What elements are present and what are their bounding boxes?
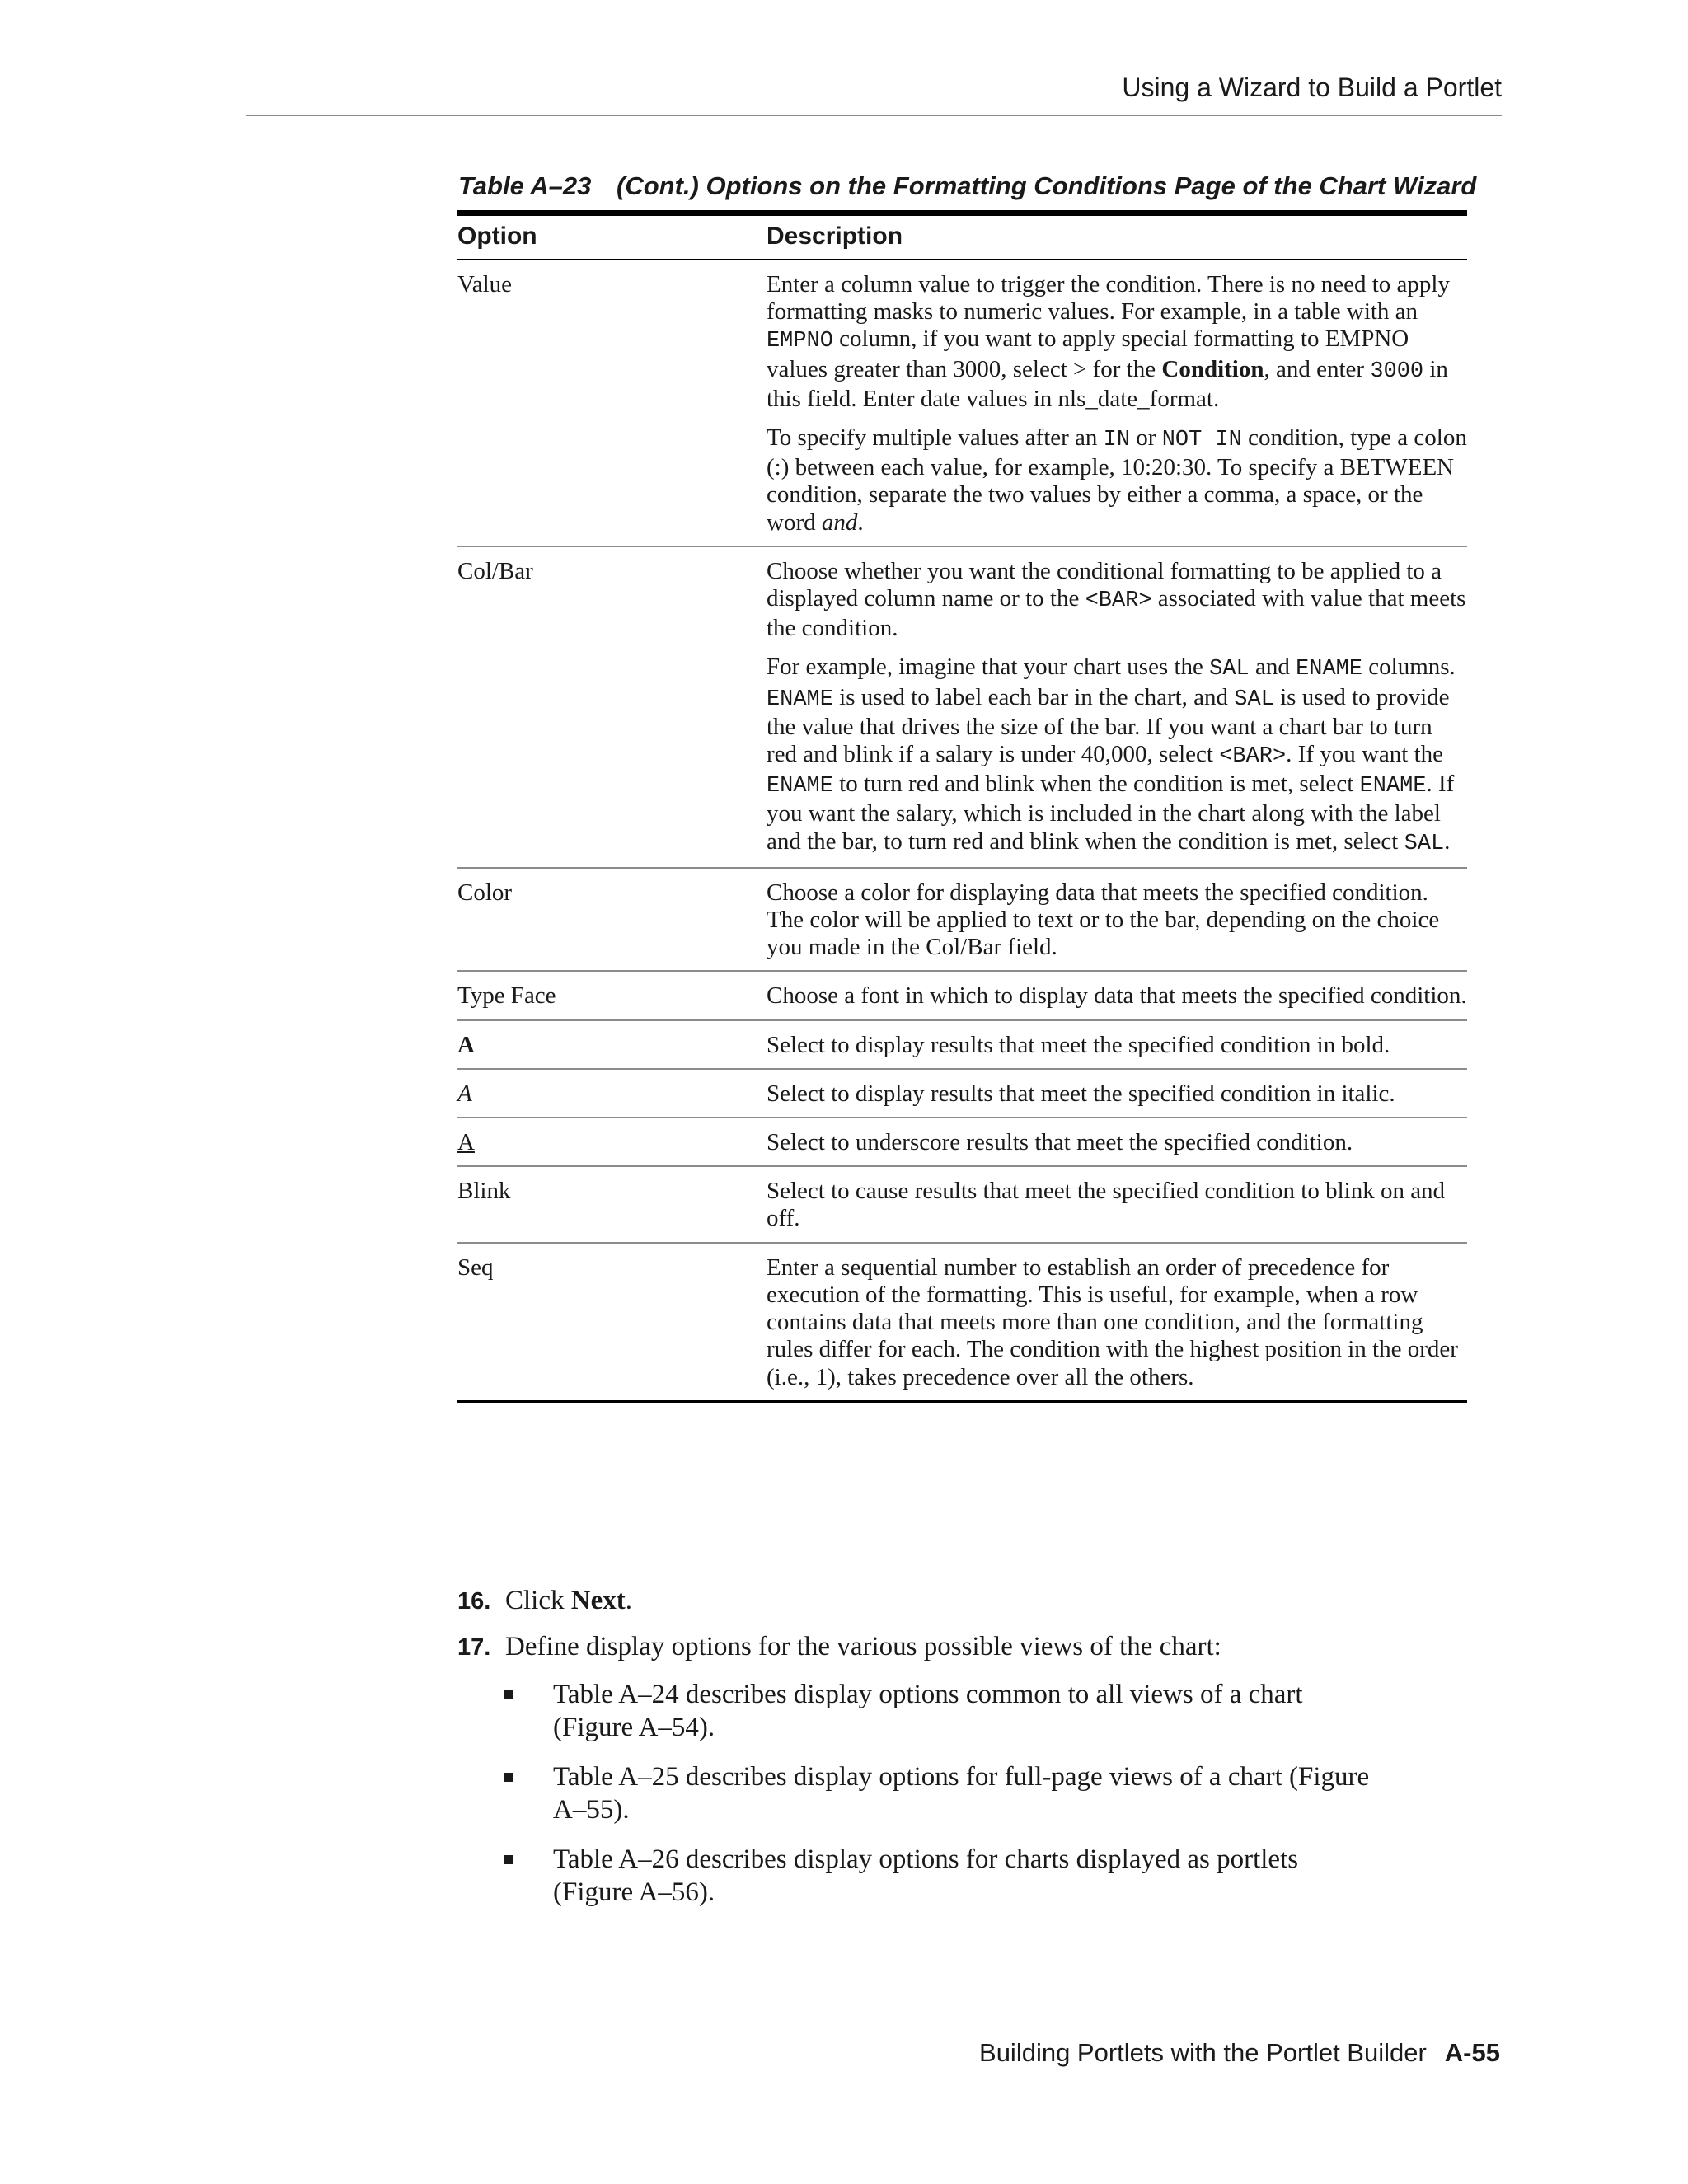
bullet-square-icon: [504, 1690, 513, 1699]
text-run: . If you want the: [1286, 741, 1444, 768]
column-header-description: Description: [767, 223, 903, 250]
table-header-row: [457, 213, 1467, 260]
bold-text: Condition: [1161, 355, 1264, 382]
code-text: ENAME: [1296, 657, 1363, 682]
text-run: associated with value that meets the condition.: [767, 585, 1466, 642]
step-item: [457, 1630, 1447, 1909]
table-row: [457, 1020, 1467, 1069]
text-run: columns.: [1362, 654, 1456, 681]
code-text: <BAR>: [1219, 744, 1287, 770]
table-row: [457, 260, 1467, 546]
description-cell: Select to display results that meet the specified condition in bold.: [767, 1031, 1390, 1058]
step-bold-text: Next: [570, 1586, 626, 1615]
bullet-item: [457, 1760, 1377, 1826]
table-row: [457, 1243, 1467, 1402]
step-text: .: [625, 1586, 632, 1615]
text-run: in this field. Enter date values in nls_date_format.: [767, 355, 1448, 412]
description-cell: Select to underscore results that meet the specified condition.: [767, 1129, 1353, 1156]
options-table: [457, 210, 1467, 1403]
code-text: SAL: [1209, 657, 1250, 682]
table-row: [457, 1118, 1467, 1166]
code-text: IN: [1103, 428, 1131, 453]
bullet-list: [457, 1678, 1447, 1909]
option-cell: Seq: [457, 1254, 494, 1281]
code-text: ENAME: [767, 687, 833, 712]
step-item: [457, 1584, 1447, 1617]
bullet-item: [457, 1678, 1377, 1744]
text-run: For example, imagine that your chart uses the: [767, 654, 1210, 681]
bullet-text: Table A–25 describes display options for full-page views of a chart (Figure A–55).: [553, 1762, 1370, 1825]
code-text: SAL: [1234, 687, 1274, 712]
bullet-square-icon: [504, 1855, 513, 1864]
text-run: Enter a column value to trigger the condition. There is no need to apply formatting masks to numeric values. For example, in a table with an: [767, 271, 1450, 326]
option-cell: Value: [457, 271, 513, 298]
code-text: ENAME: [767, 774, 833, 799]
option-cell-underline: A: [457, 1129, 475, 1156]
table-row: [457, 1166, 1467, 1242]
table-row: [457, 1069, 1467, 1118]
table-row: [457, 971, 1467, 1019]
table-row: [457, 546, 1467, 868]
bullet-text: Table A–26 describes display options for charts displayed as portlets (Figure A–56).: [553, 1844, 1299, 1907]
text-run: and: [1249, 654, 1296, 681]
text-run: to turn red and blink when the condition is met, select: [832, 771, 1360, 798]
step-number: 16.: [457, 1588, 491, 1615]
table-caption-number: Table A–23: [458, 171, 592, 200]
italic-text: and: [821, 509, 858, 536]
page-number: A-55: [1444, 2038, 1500, 2067]
option-cell-bold: A: [457, 1031, 475, 1058]
bullet-text: Table A–24 describes display options common to all views of a chart (Figure A–54).: [553, 1680, 1303, 1742]
option-cell: Color: [457, 879, 513, 906]
text-run: .: [1444, 827, 1451, 855]
text-run: Choose whether you want the conditional formatting to be applied to a displayed column name or to the: [767, 557, 1442, 612]
table-row: [457, 868, 1467, 972]
description-cell: Enter a sequential number to establish an order of precedence for execution of the formatting. This is useful, for example, when a row contains data that meets more than one condition, and the formatting rules differ for each. The condition with the highest position in the order (i.e., 1), takes precedence over all the others.: [767, 1254, 1458, 1390]
option-cell-italic: A: [457, 1080, 472, 1107]
step-text: Click: [505, 1586, 571, 1615]
table-caption-title: (Cont.) Options on the Formatting Conditions Page of the Chart Wizard: [617, 171, 1477, 200]
description-cell: Choose a color for displaying data that meets the specified condition. The color will be applied to text or to the bar, depending on the choice you made in the Col/Bar field.: [767, 879, 1440, 961]
running-header: Using a Wizard to Build a Portlet: [1122, 73, 1502, 102]
text-run: , and enter: [1264, 355, 1371, 382]
code-text: 3000: [1370, 359, 1424, 384]
procedure-steps: [457, 1584, 1447, 1925]
text-run: or: [1130, 424, 1162, 452]
table-caption: [458, 171, 1477, 201]
description-cell: [767, 546, 1467, 868]
text-run: . If you want the salary, which is included in the chart along with the label and the bar, to turn red and blink when the condition is met, select: [767, 771, 1455, 855]
description-paragraph: [767, 558, 1467, 643]
running-footer: [247, 2038, 1500, 2068]
text-run: is used to label each bar in the chart, and: [832, 683, 1235, 710]
option-cell: Type Face: [457, 982, 556, 1010]
description-cell: Choose a font in which to display data that meets the specified condition.: [767, 982, 1467, 1010]
bullet-item: [457, 1843, 1377, 1909]
code-text: EMPNO: [767, 329, 833, 354]
step-number: 17.: [457, 1634, 491, 1661]
description-cell: [767, 260, 1467, 546]
description-cell: Select to cause results that meet the specified condition to blink on and off.: [767, 1178, 1446, 1232]
footer-book-title: Building Portlets with the Portlet Builder: [979, 2038, 1427, 2067]
step-text: Define display options for the various possible views of the chart:: [505, 1632, 1221, 1661]
header-rule: [246, 115, 1502, 116]
description-paragraph: [767, 424, 1467, 537]
code-text: <BAR>: [1085, 588, 1152, 614]
text-run: condition, type a colon (:) between each value, for example, 10:20:30. To specify a BETWEEN condition, separate the two values by either a comma, a space, or the word: [767, 424, 1467, 536]
code-text: NOT IN: [1161, 428, 1242, 453]
option-cell: Blink: [457, 1178, 511, 1205]
text-run: column, if you want to apply special formatting to EMPNO values greater than 3000, select > for the: [767, 326, 1409, 382]
option-cell: Col/Bar: [457, 557, 533, 584]
code-text: ENAME: [1359, 774, 1427, 799]
text-run: is used to provide the value that drives the size of the bar. If you want a chart bar to turn red and blink if a salary is under 40,000, select: [767, 683, 1450, 768]
column-header-option: Option: [457, 223, 537, 250]
text-run: .: [857, 509, 864, 536]
description-cell: Select to display results that meet the specified condition in italic.: [767, 1080, 1395, 1107]
code-text: SAL: [1404, 831, 1445, 856]
text-run: To specify multiple values after an: [767, 424, 1104, 452]
description-paragraph: [767, 654, 1467, 857]
bullet-square-icon: [504, 1773, 513, 1782]
description-paragraph: [767, 271, 1467, 413]
